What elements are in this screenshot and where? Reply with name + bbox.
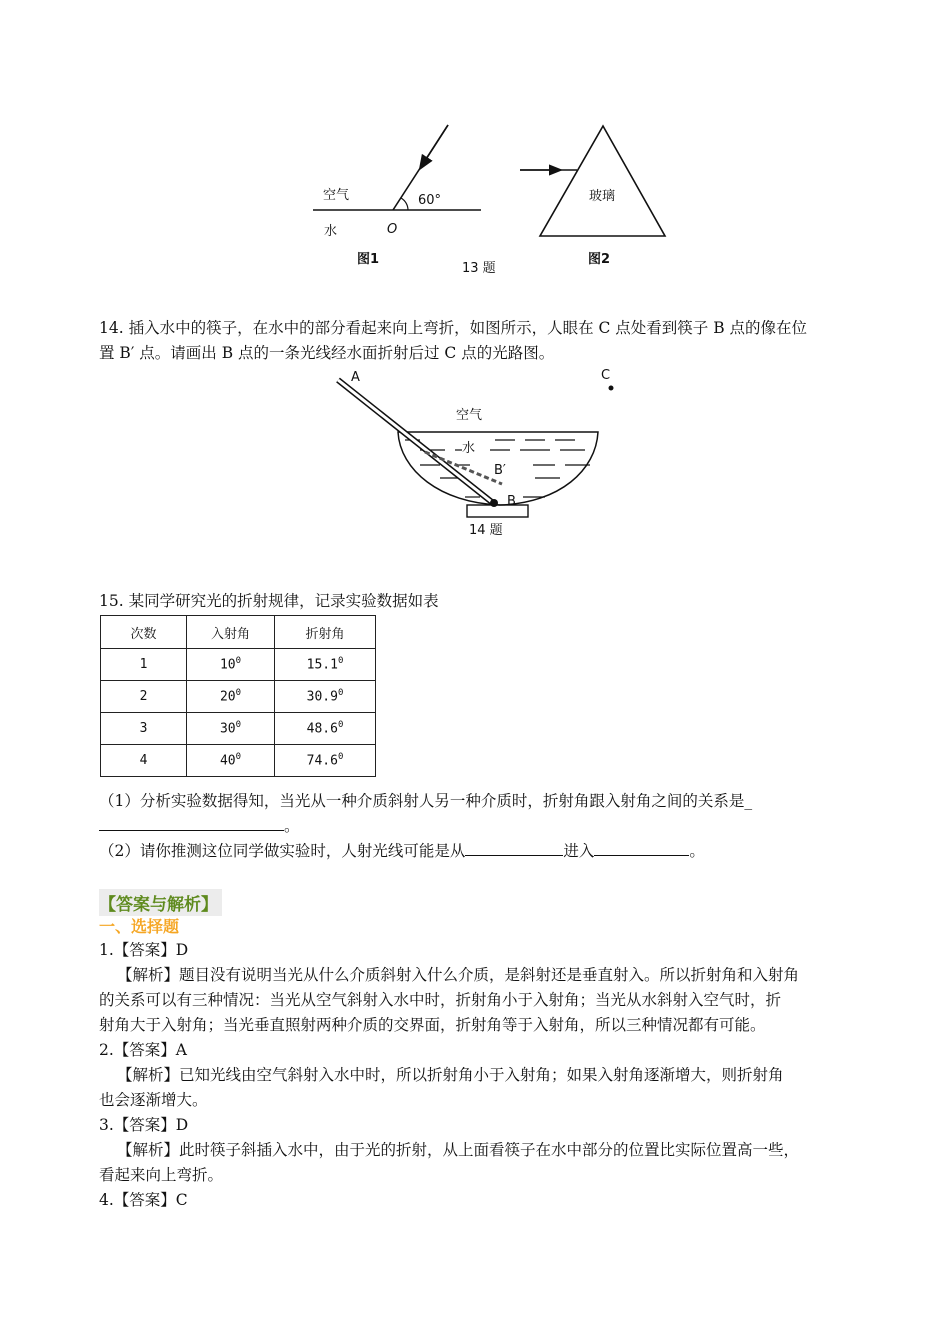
point-c [609,386,614,391]
cell-refraction: 15.1$^0$ [275,649,376,681]
answer-blank[interactable] [99,816,284,831]
answers-header: 【答案与解析】 [99,889,222,916]
label-angle: 60° [418,193,442,208]
answer-2: 2.【答案】A [99,1041,187,1059]
figures [0,0,950,560]
bowl-base [467,505,528,517]
analysis-line: 看起来向上弯折。 [99,1166,224,1184]
label-air: 空气 [456,408,483,423]
table-row [101,681,376,713]
table-row [101,649,376,681]
analysis-line: 也会逐渐增大。 [99,1091,208,1109]
answer-4: 4.【答案】C [99,1191,188,1209]
q14-text-line2: 置 B′ 点。请画出 B 点的一条光线经水面折射后过 C 点的光路图。 [99,344,555,362]
prism [540,126,665,236]
cell-count: 4 [101,745,187,777]
cell-count: 1 [101,649,187,681]
analysis-line: 的关系可以有三种情况：当光从空气斜射入水中时，折射角小于入射角；当光从水斜射入空气时，折 [99,991,782,1009]
q15-text: 15. 某同学研究光的折射规律，记录实验数据如表 [99,592,439,610]
angle-arc [401,198,408,210]
data-table [100,615,376,777]
cell-incidence: $30^0$ [187,713,275,745]
q15-part1: （1）分析实验数据得知，当光从一种介质斜射人另一种介质时，折射角跟入射角之间的关系是_ [99,792,753,810]
figure-13-2 [520,126,665,267]
label-water: 水 [462,441,476,456]
caption-fig2: 图2 [588,252,611,267]
header-count: 次数 [101,616,187,649]
analysis-line: 【解析】题目没有说明当光从什么介质斜射入什么介质，是斜射还是垂直射入。所以折射角和入射角 [117,966,800,984]
label-c: C [601,368,611,383]
answer-3: 3.【答案】D [99,1116,189,1134]
label-water: 水 [324,224,338,239]
answer-1: 1.【答案】D [99,941,189,959]
cell-incidence: $40^0$ [187,745,275,777]
label-air: 空气 [323,188,350,203]
analysis-line: 【解析】此时筷子斜插入水中，由于光的折射，从上面看筷子在水中部分的位置比实际位置高一些， [117,1141,800,1159]
cell-refraction: 74.6$^0$ [275,745,376,777]
caption-fig1: 图1 [357,252,380,267]
header-incidence: 入射角 [187,616,275,649]
table-row [101,713,376,745]
q15-part2: （2）请你推测这位同学做实验时，人射光线可能是从 进入 。 [99,842,705,860]
answer-blank[interactable] [465,841,563,856]
cell-incidence: $20^0$ [187,681,275,713]
table-row [101,745,376,777]
cell-refraction: 48.6$^0$ [275,713,376,745]
figure-13-1 [313,125,481,267]
label-b: B [507,494,516,509]
caption-13: 13 题 [462,261,496,276]
label-b-image: B′ [494,463,506,478]
cell-incidence: $10^0$ [187,649,275,681]
label-o: O [387,222,398,237]
answer-blank[interactable] [594,841,689,856]
analysis-line: 【解析】已知光线由空气斜射入水中时，所以折射角小于入射角；如果入射角逐渐增大，则折射角 [117,1066,784,1084]
section-title: 一、选择题 [99,917,180,936]
q15-part1-blank: 。 [99,816,300,836]
label-glass: 玻璃 [589,189,616,204]
caption-14: 14 题 [469,523,503,538]
point-b [490,499,498,507]
table-header-row [101,616,376,649]
header-refraction: 折射角 [275,616,376,649]
figure-14 [338,368,614,538]
label-a: A [351,370,360,385]
q14-text-line1: 14. 插入水中的筷子，在水中的部分看起来向上弯折，如图所示，人眼在 C 点处看到筷子 B 点的像在位 [99,319,808,337]
cell-count: 2 [101,681,187,713]
analysis-line: 射角大于入射角；当光垂直照射两种介质的交界面，折射角等于入射角，所以三种情况都有可能。 [99,1016,766,1034]
cell-count: 3 [101,713,187,745]
cell-refraction: 30.9$^0$ [275,681,376,713]
ray-arrow-icon [423,125,448,164]
